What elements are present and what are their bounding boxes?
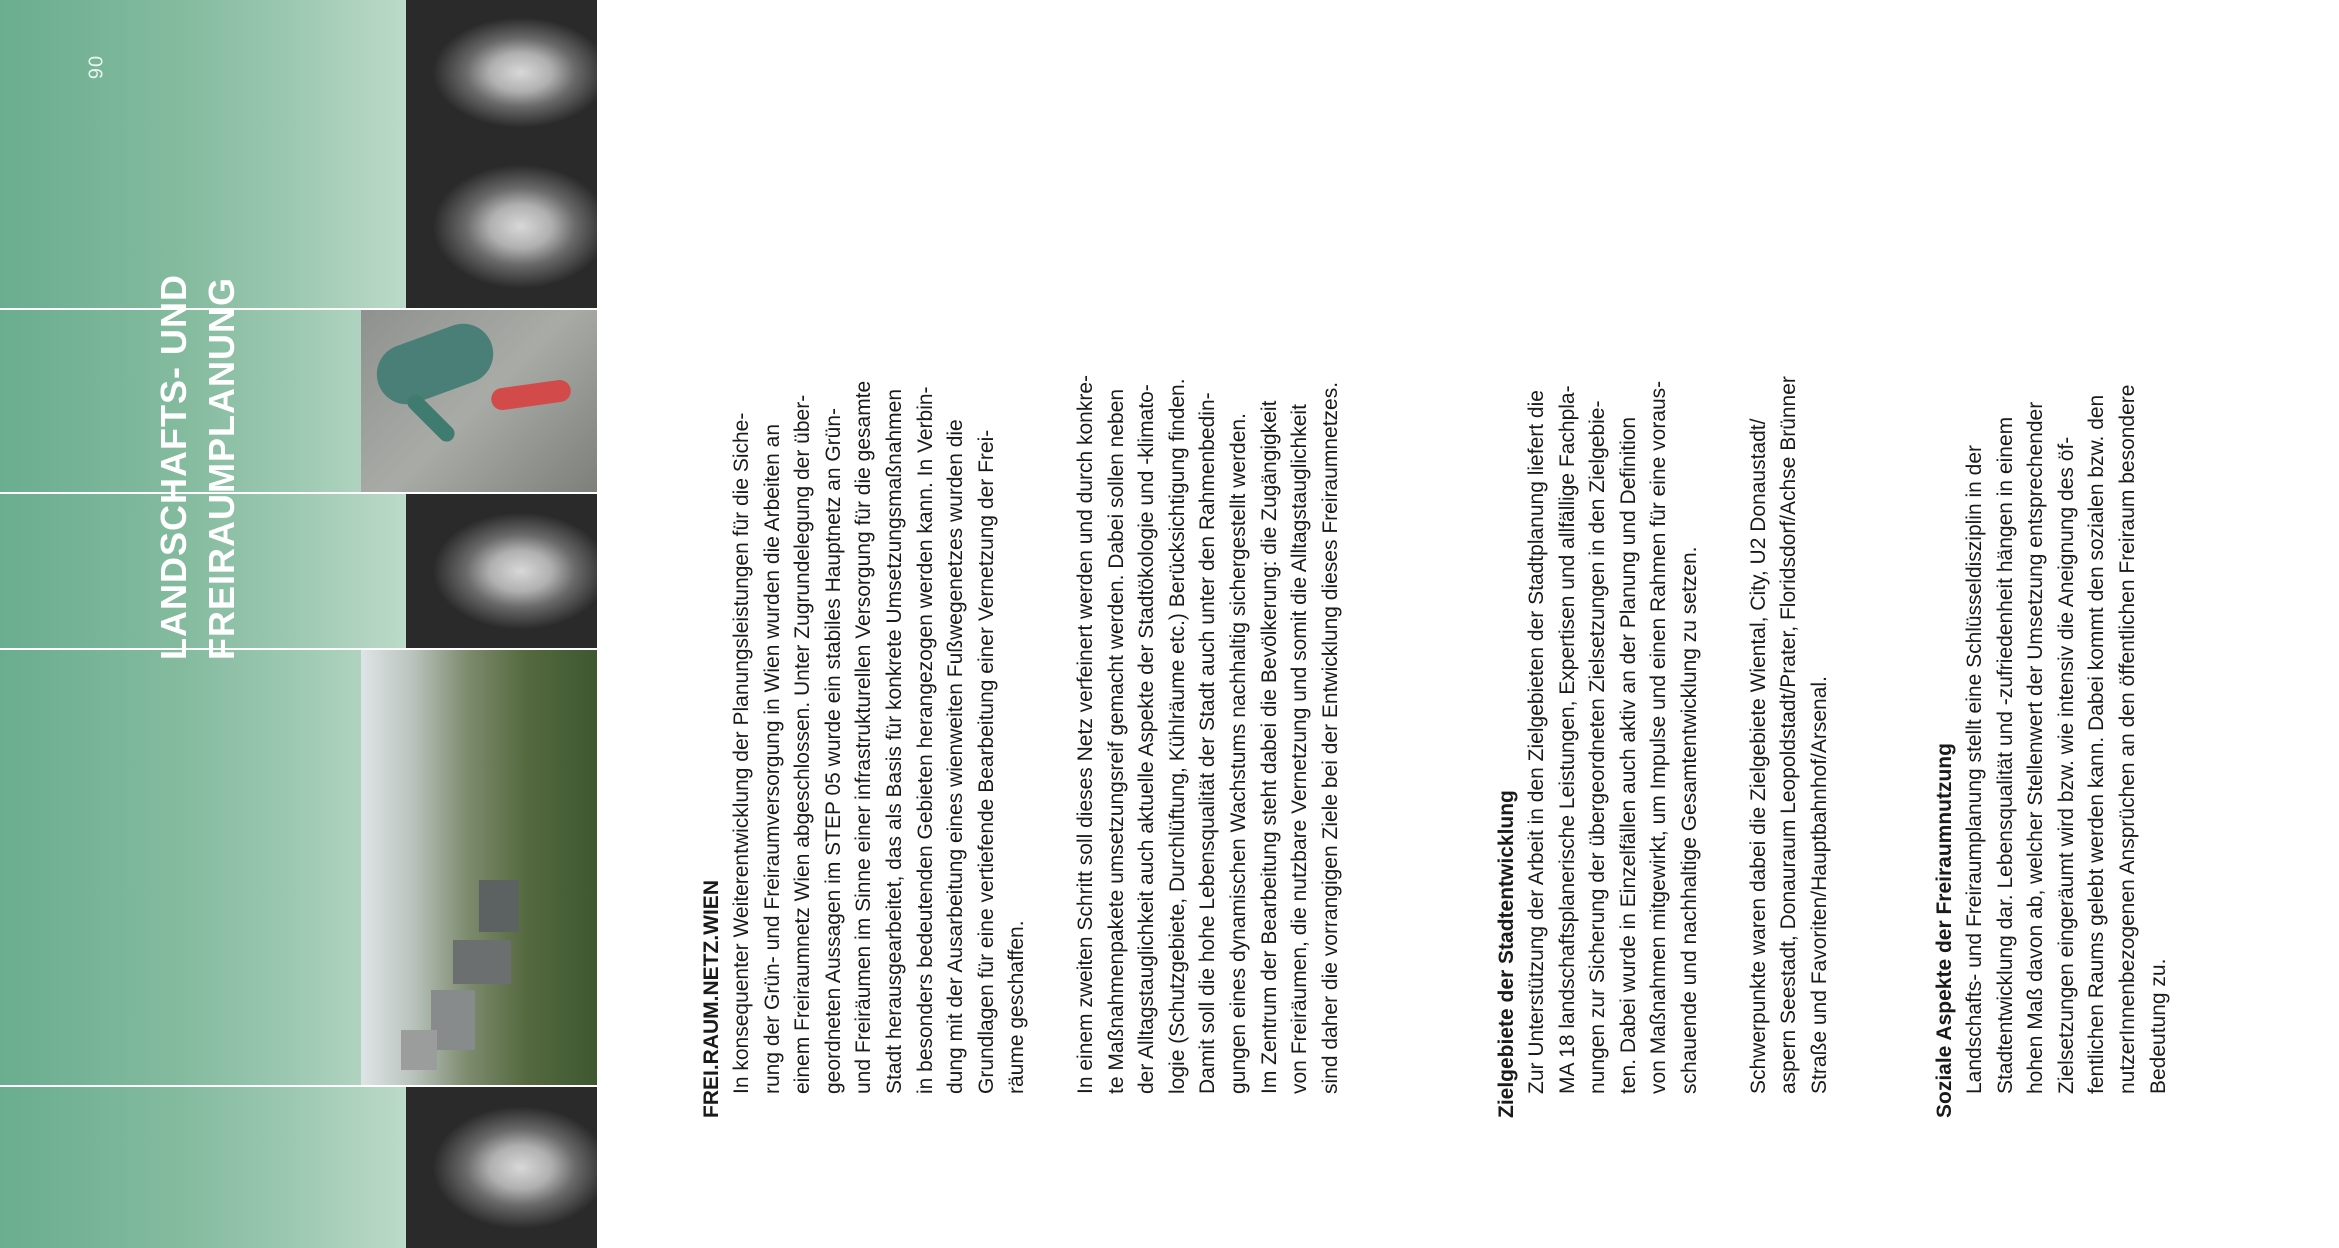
paragraph: In konsequenter Weiterentwicklung der Planungsleistungen für die Siche- rung der Grün- und Freiraumversorgung in Wien wurden die Arbeiten an einem Freiraumnetz Wien abgeschlossen. Unter Zugrundelegung der über- geordneten Aussagen im STEP 05 wurde ein stabiles Hauptnetz an Grün- und Freiräumen im Sinne einer infrastrukturellen Versorgung für die gesamte Stadt herausgearbeitet, das als Basis für konkrete Umsetzungsmaßnahmen in besonders bedeutenden Gebieten herangezogen werden kann. In Verbin- dung mit der Ausarbeitung eines wienweiten Fußwegenetzes wurden die Grundlagen für eine vertiefende Bearbeitung einer Vernetzung der Frei- räume geschaffen. In einem zweiten Schritt soll dieses Netz verfeinert werden und durch konkre- te Maßnahmenpakete umsetzungsreif gemacht werden. Dabei sollen neben der Alltagstauglichkeit auch aktuelle Aspekte der Stadtökologie und -klimato- logie (Schutzgebiete, Durchlüftung, Kühlräume etc.) Berücksichtigung finden. Damit soll die hohe Lebensqualität der Stadt auch unter den Rahmenbedin- gungen eines dynamischen Wachstums nachhaltig sichergestellt werden. Im Zentrum der Bearbeitung steht dabei die Bevölkerung: die Zugängigkeit von Freiräumen, die nutzbare Vernetzung und somit die Alltagstauglichkeit sind daher die vorrangigen Ziele bei der Entwicklung dieses Freiraumnetzes. [730, 374, 1342, 1094]
portrait-photo [406, 1087, 597, 1248]
title-line-2: FREIRAUMPLANUNG [201, 277, 242, 660]
section-heading: FREI.RAUM.NETZ.WIEN [700, 880, 723, 1118]
sidebar-divider [0, 1085, 406, 1087]
paragraph: Zur Unterstützung der Arbeit in den Zielgebieten der Stadtplanung liefert die MA 18 landschaftsplanerische Leistungen, Expertisen und allfällige Fachpla- nungen zur Sicherung der übergeordneten Zielsetzungen in den Zielgebie- ten. Dabei wurde in Einzelfällen auch aktiv an der Planung und Definition von Maßnahmen mitgewirkt, um Impulse und einen Rahmen für eine voraus- schauende und nachhaltige Gesamtentwicklung zu setzen. Schwerpunkte waren dabei die Zielgebiete Wiental, City, U2 Donaustadt/ aspern Seestadt, Donauraum Leopoldstadt/Prater, Floridsdorf/Achse Brünner Straße und Favoriten/Hauptbahnhof/Arsenal. [1525, 376, 1831, 1094]
paragraph: Landschafts- und Freiraumplanung stellt eine Schlüsseldisziplin in der Stadtentwicklung dar. Lebensqualität und -zufriedenheit hängen in einem hohen Maß davon ab, welcher Stellenwert der Umsetzung entsprechender Zielsetzungen eingeräumt wird bzw. wie intensiv die Aneignung des öf- fentlichen Raums gelebt werden kann. Dabei kommt den sozialen bzw. den nutzerInnenbezogenen Ansprüchen an den öffentlichen Freiraum besondere Bedeutung zu. [1963, 384, 2170, 1094]
section-heading: Soziale Aspekte der Freiraumnutzung [1933, 743, 1956, 1118]
hands-photo [361, 310, 597, 492]
portrait-photo [406, 145, 597, 308]
title-line-1: LANDSCHAFTS- UND [153, 274, 194, 660]
section-heading: Zielgebiete der Stadtentwicklung [1495, 790, 1518, 1118]
portrait-photo [406, 0, 597, 145]
portrait-photo [406, 494, 597, 648]
page-number: 06 [83, 55, 106, 81]
aerial-city-photo [361, 650, 597, 1085]
